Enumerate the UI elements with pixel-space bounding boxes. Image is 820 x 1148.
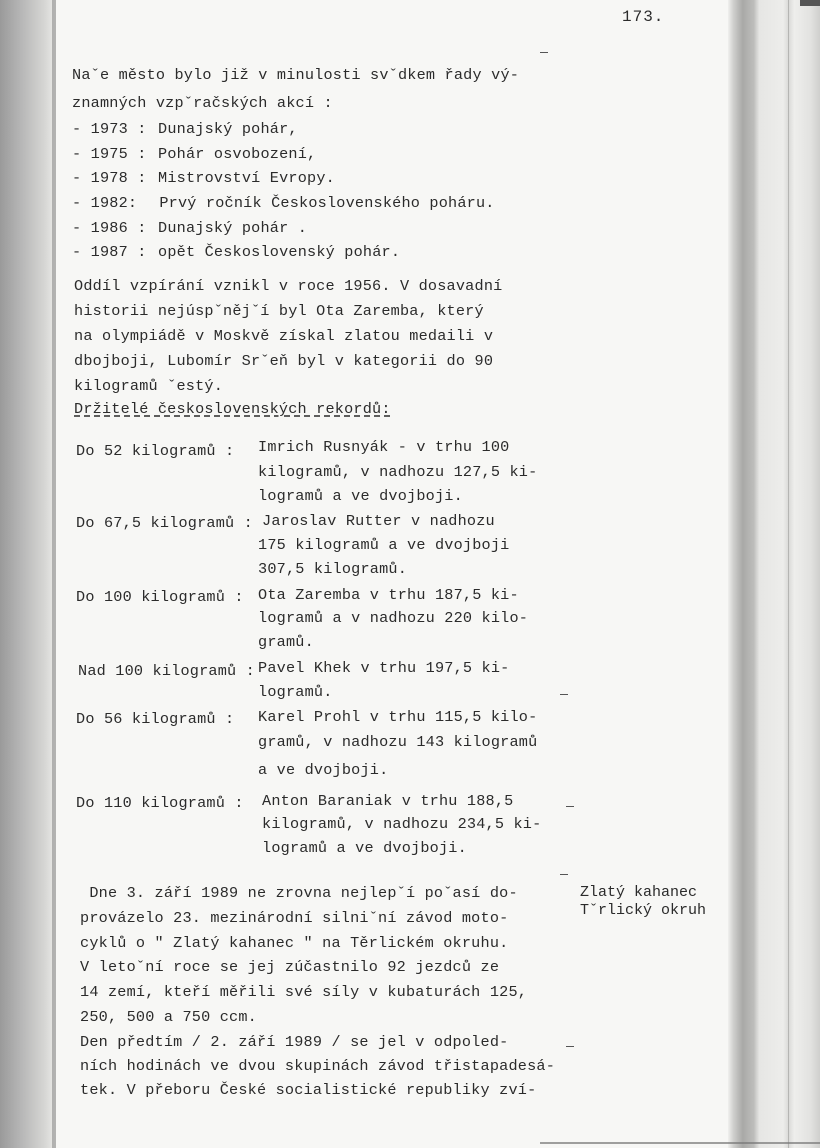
event-text: Pohár osvobození, [158,145,317,163]
race-line: 14 zemí, kteří měřili své síly v kubaturách 125, [80,983,528,1001]
page-number: 173. [622,8,665,26]
event-text: Dunajský pohár . [158,219,308,237]
event-year: - 1975 : [72,145,147,163]
book-spine [728,0,820,1148]
record-line: gramů, v nadhozu 143 kilogramů [258,733,538,751]
record-line: kilogramů, v nadhozu 127,5 ki- [258,463,538,481]
records-heading: Držitelé československých rekordů: [74,400,391,418]
race-line: 250, 500 a 750 ccm. [80,1008,257,1026]
stray-mark [560,694,568,695]
record-line: 307,5 kilogramů. [258,560,408,578]
record-line: logramů a ve dvojboji. [262,839,467,857]
stray-mark [560,874,568,875]
margin-note-line: Tˇrlický okruh [580,902,707,919]
record-line: Jaroslav Rutter v nadhozu [262,512,495,530]
margin-note-line: Zlatý kahanec [580,884,698,901]
event-text: Mistrovství Evropy. [158,169,335,187]
stray-mark [566,806,574,807]
record-category: Do 67,5 kilogramů : [76,514,253,532]
scan-bottom-edge [540,1142,820,1144]
record-category: Do 56 kilogramů : [76,710,235,728]
event-text: opět Československý pohár. [158,243,401,261]
record-category: Do 52 kilogramů : [76,442,235,460]
history-line: dbojboji, Lubomír Srˇeň byl v kategorii do 90 [74,352,494,370]
race-line: V letoˇní roce se jej zúčastnilo 92 jezdců ze [80,958,500,976]
record-line: Anton Baraniak v trhu 188,5 [262,792,514,810]
page-left-edge [52,0,56,1148]
history-line: kilogramů ˇestý. [74,377,224,395]
race-line: Dne 3. září 1989 ne zrovna nejlepˇí poˇasí do- [80,884,518,902]
record-category: Do 110 kilogramů : [76,794,244,812]
stray-mark [566,1046,574,1047]
race-line: cyklů o " Zlatý kahanec " na Těrlickém okruhu. [80,934,509,952]
record-line: 175 kilogramů a ve dvojboji [258,536,510,554]
history-line: historii nejúspˇnějˇí byl Ota Zaremba, který [74,302,484,320]
race-line: tek. V přeboru České socialistické republiky zví- [80,1081,537,1099]
record-category: Do 100 kilogramů : [76,588,244,606]
history-line: Oddíl vzpírání vznikl v roce 1956. V dosavadní [74,277,503,295]
record-line: kilogramů, v nadhozu 234,5 ki- [262,815,542,833]
stray-mark [540,52,548,53]
race-line: provázelo 23. mezinárodní silniˇní závod moto- [80,909,509,927]
record-category: Nad 100 kilogramů : [78,662,255,680]
record-line: gramů. [258,633,314,651]
history-line: na olympiádě v Moskvě získal zlatou medaili v [74,327,494,345]
record-line: Ota Zaremba v trhu 187,5 ki- [258,586,519,604]
event-year: - 1987 : [72,243,147,261]
intro-line: Naˇe město bylo již v minulosti svˇdkem řady vý- [72,66,520,84]
event-text: Prvý ročník Československého poháru. [150,194,495,212]
record-line: a ve dvojboji. [258,761,389,779]
record-line: logramů. [258,683,333,701]
event-year: - 1982: [72,194,138,212]
event-year: - 1978 : [72,169,147,187]
record-line: Imrich Rusnyák - v trhu 100 [258,438,510,456]
record-line: logramů a v nadhozu 220 kilo- [258,609,529,627]
intro-line: znamných vzpˇračských akcí : [72,94,333,112]
event-year: - 1986 : [72,219,147,237]
event-year: - 1973 : [72,120,147,138]
record-line: logramů a ve dvojboji. [258,487,463,505]
scan-left-gutter [0,0,56,1148]
record-line: Karel Prohl v trhu 115,5 kilo- [258,708,538,726]
race-line: Den předtím / 2. září 1989 / se jel v odpoled- [80,1033,509,1051]
race-line: ních hodinách ve dvou skupinách závod třistapadesá- [80,1057,556,1075]
record-line: Pavel Khek v trhu 197,5 ki- [258,659,510,677]
scan-corner-shadow [800,0,820,6]
event-text: Dunajský pohár, [158,120,298,138]
